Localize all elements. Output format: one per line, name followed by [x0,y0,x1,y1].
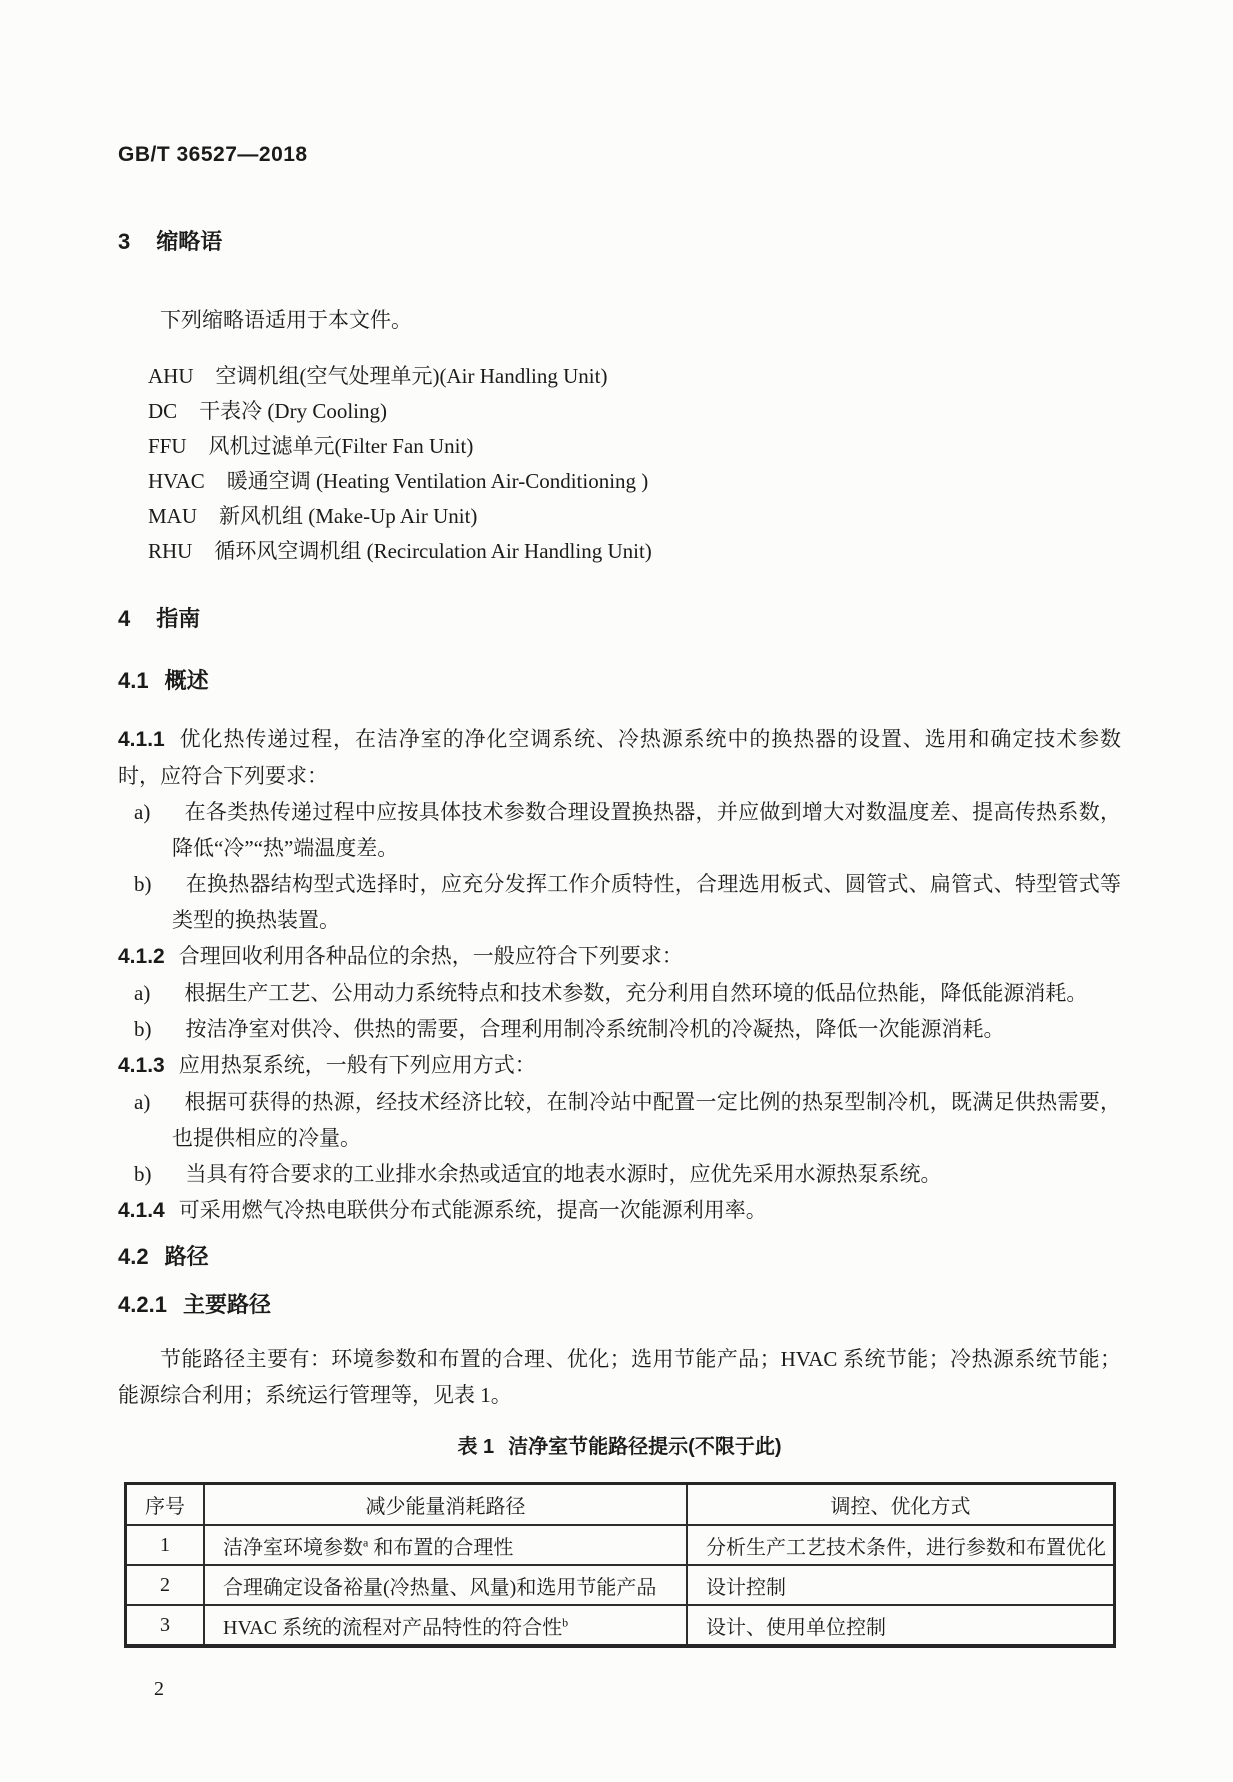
clause-number: 4.1.1 [118,728,165,751]
row-seq: 3 [126,1605,205,1646]
table-header-row [126,1484,1115,1526]
abbr-definition: 暖通空调 (Heating Ventilation Air-Conditioning ) [226,469,649,493]
row-path-text: HVAC 系统的流程对产品特性的符合性 [223,1616,563,1639]
table-row [126,1605,1115,1646]
section-4-2-1-number: 4.2.1 [118,1292,167,1317]
abbr-row-hvac [118,464,1121,499]
abbr-term: AHU [148,364,194,388]
footnote-marker: a [363,1534,369,1549]
item-marker: b) [134,872,152,896]
row-path-text: 合理确定设备裕量(冷热量、风量)和选用节能产品 [223,1576,657,1599]
abbr-row-mau [118,499,1121,534]
energy-saving-paths-paragraph: 节能路径主要有：环境参数和布置的合理、优化；选用节能产品；HVAC 系统节能；冷热源系统节能；能源综合利用；系统运行管理等，见表 1。 [118,1347,1121,1407]
row-path [204,1565,687,1605]
abbr-term: FFU [148,434,187,458]
table-row [126,1525,1115,1565]
clause-text: 应用热泵系统，一般有下列应用方式： [178,1053,536,1077]
clause-number: 4.1.3 [118,1054,165,1077]
row-seq: 2 [126,1565,205,1605]
abbr-definition: 空调机组(空气处理单元)(Air Handling Unit) [215,364,608,388]
clause-4-1-2-item-b [118,1011,1121,1047]
item-marker: b) [134,1017,152,1041]
section-4-2-number: 4.2 [118,1244,149,1269]
item-marker: a) [134,1090,151,1114]
table-row [126,1565,1115,1605]
clause-text: 可采用燃气冷热电联供分布式能源系统，提高一次能源利用率。 [178,1198,767,1222]
item-marker: b) [134,1162,152,1186]
abbr-definition: 干表冷 (Dry Cooling) [199,399,388,423]
abbr-definition: 循环风空调机组 (Recirculation Air Handling Unit) [214,539,652,563]
clause-4-1-1 [118,721,1121,794]
section-4-2-1-heading [118,1291,1121,1319]
item-text: 根据可获得的热源，经技术经济比较，在制冷站中配置一定比例的热泵型制冷机，既满足供热需要，也提供相应的冷量。 [172,1090,1121,1150]
row-path-rest: 和布置的合理性 [368,1536,514,1559]
row-path-text: 洁净室环境参数 [223,1536,363,1559]
clause-text: 优化热传递过程，在洁净室的净化空调系统、冷热源系统中的换热器的设置、选用和确定技术参数时，应符合下列要求： [118,727,1121,788]
clause-4-1-3 [118,1047,1121,1084]
abbr-term: RHU [148,539,193,563]
abbr-row-ahu [118,359,1121,394]
clause-4-1-2 [118,938,1121,975]
abbr-row-dc [118,394,1121,429]
clause-4-1-3-item-a [118,1084,1121,1156]
item-marker: a) [134,800,151,824]
clause-4-1-4 [118,1192,1121,1229]
abbr-term: MAU [148,504,198,528]
item-text: 在各类热传递过程中应按具体技术参数合理设置换热器，并应做到增大对数温度差、提高传热系数，降低“冷”“热”端温度差。 [172,800,1121,860]
footnote-marker: b [562,1614,569,1629]
abbr-row-rhu [118,534,1121,569]
row-seq: 1 [126,1525,205,1565]
section-3-heading [118,228,1121,256]
clause-number: 4.1.2 [118,945,165,968]
abbr-term: HVAC [148,469,205,493]
item-text: 在换热器结构型式选择时，应充分发挥工作介质特性，合理选用板式、圆管式、扁管式、特型管式等类型的换热装置。 [172,872,1121,932]
table-1-caption [118,1434,1121,1460]
abbreviations-list [118,359,1121,569]
item-marker: a) [134,981,151,1005]
section-4-1-title: 概述 [164,668,209,693]
clause-4-1-3-item-b [118,1156,1121,1192]
abbr-definition: 新风机组 (Make-Up Air Unit) [219,504,478,528]
section-4-2-heading [118,1243,1121,1271]
section-4-1-heading [118,667,1121,695]
section-4-2-title: 路径 [164,1244,209,1269]
clause-4-1-2-item-a [118,975,1121,1011]
section-4-1-number: 4.1 [118,668,149,693]
row-method: 分析生产工艺技术条件，进行参数和布置优化 [687,1525,1115,1565]
section-3-number: 3 [118,229,131,254]
abbr-row-ffu [118,429,1121,464]
table-caption-label: 表 1 [457,1436,495,1458]
item-text: 当具有符合要求的工业排水余热或适宜的地表水源时，应优先采用水源热泵系统。 [185,1162,942,1186]
clause-4-1-1-item-b [118,866,1121,938]
section-3-title: 缩略语 [156,229,223,254]
row-method: 设计控制 [687,1565,1115,1605]
col-header-method: 调控、优化方式 [687,1484,1115,1526]
abbreviations-intro: 下列缩略语适用于本文件。 [160,308,412,332]
row-path [204,1605,687,1646]
clause-number: 4.1.4 [118,1199,165,1222]
standard-number: GB/T 36527—2018 [118,143,308,166]
table-1 [124,1482,1116,1648]
col-header-path: 减少能量消耗路径 [204,1484,687,1526]
row-method: 设计、使用单位控制 [687,1605,1115,1646]
abbr-definition: 风机过滤单元(Filter Fan Unit) [208,434,474,458]
item-text: 根据生产工艺、公用动力系统特点和技术参数，充分利用自然环境的低品位热能，降低能源消耗。 [184,981,1088,1005]
col-header-seq: 序号 [126,1484,205,1526]
section-4-2-1-title: 主要路径 [182,1292,271,1317]
section-4-number: 4 [118,606,131,631]
clause-4-1-1-item-a [118,794,1121,866]
row-path [204,1525,687,1565]
section-4-title: 指南 [156,606,201,631]
item-text: 按洁净室对供冷、供热的需要，合理利用制冷系统制冷机的冷凝热，降低一次能源消耗。 [185,1017,1005,1041]
table-caption-title: 洁净室节能路径提示(不限于此) [508,1436,782,1458]
abbr-term: DC [148,399,178,423]
section-4-heading [118,605,1121,633]
page-number: 2 [154,1678,164,1700]
clause-text: 合理回收利用各种品位的余热，一般应符合下列要求： [178,944,683,968]
